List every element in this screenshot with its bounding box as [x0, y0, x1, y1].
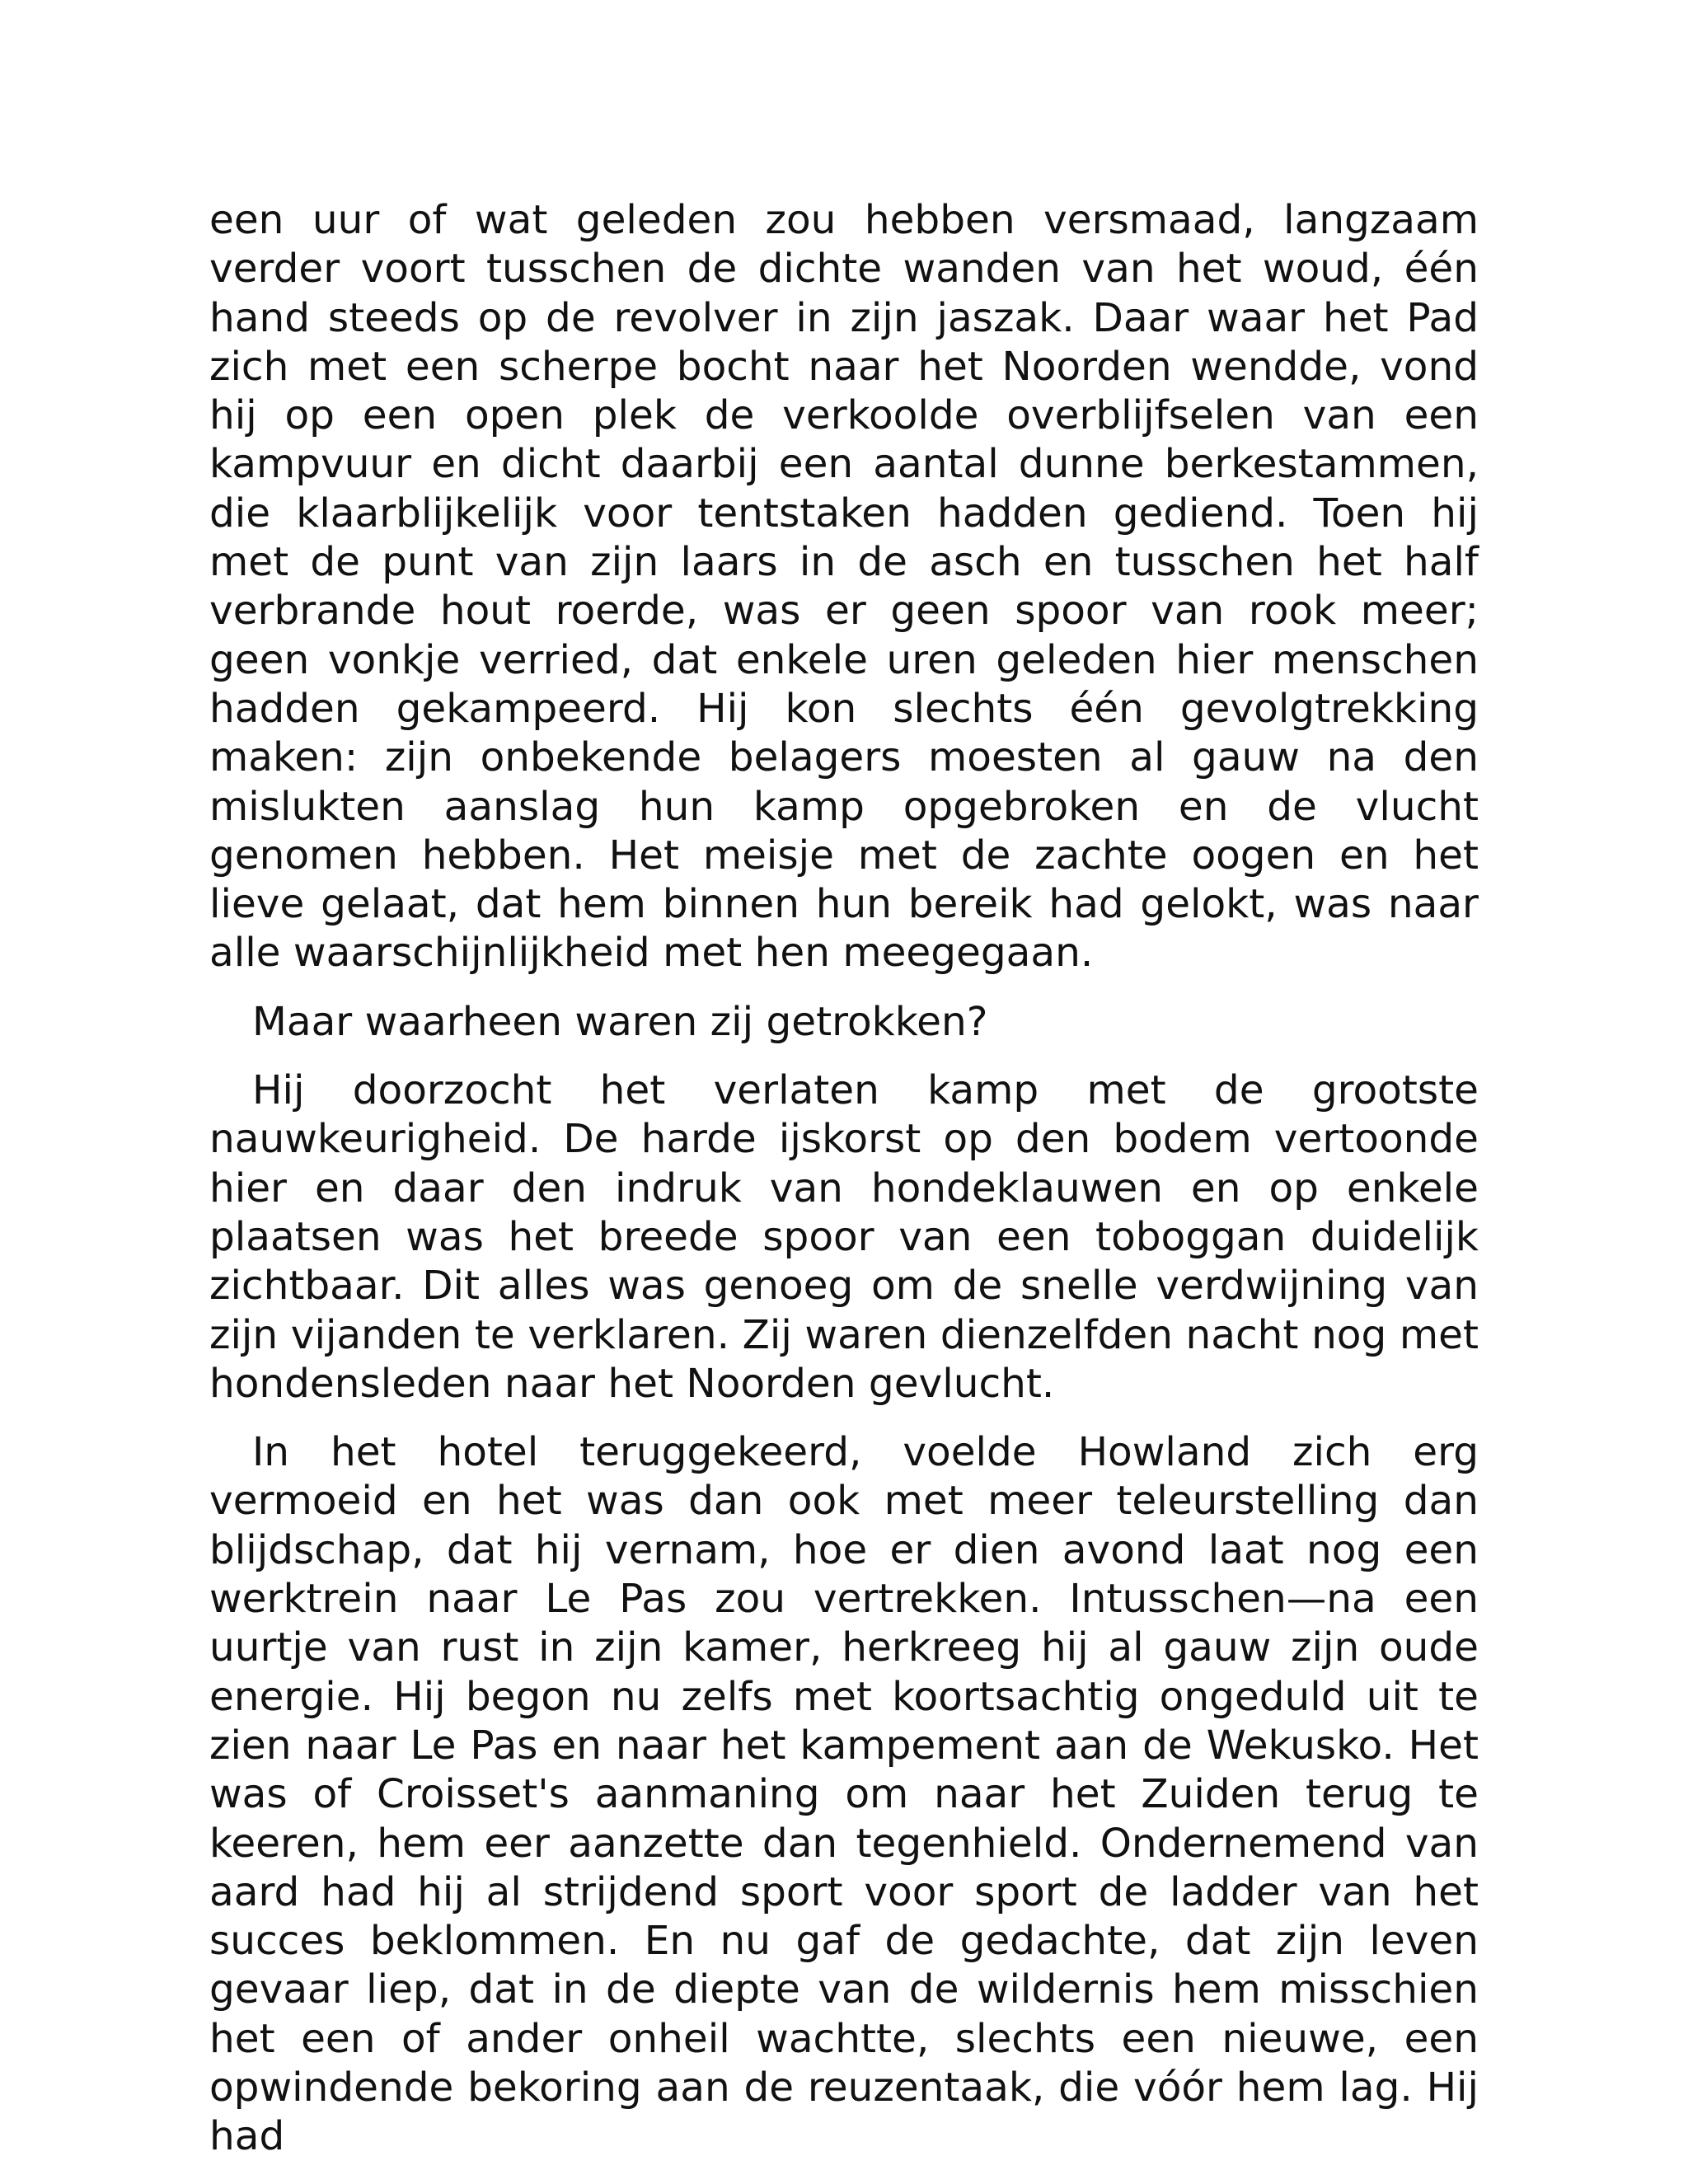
paragraph-camp-search: Hij doorzocht het verlaten kamp met de grootste nauwkeurigheid. De harde ijskorst op den bodem vertoonde hier en daar den indruk van hondeklauwen en op enkele plaatsen was het breede spoor van een toboggan duidelijk zichtbaar. Dit alles was genoeg om de snelle verdwijning van zijn vijanden te verklaren. Zij waren dienzelfden nacht nog met hondensleden naar het Noorden gevlucht.: [209, 1067, 1479, 1407]
paragraph-hotel-return: In het hotel teruggekeerd, voelde Howland zich erg vermoeid en het was dan ook met meer teleurstelling dan blijdschap, dat hij vernam, hoe er dien avond laat nog een werktrein naar Le Pas zou vertrekken. Intusschen—na een uurtje van rust in zijn kamer, herkreeg hij al gauw zijn oude energie. Hij begon nu zelfs met koortsachtig ongeduld uit te zien naar Le Pas en naar het kampement aan de Wekusko. Het was of Croisset's aanmaning om naar het Zuiden terug te keeren, hem eer aanzette dan tegenhield. Ondernemend van aard had hij al strijdend sport voor sport de ladder van het succes beklommen. En nu gaf de gedachte, dat zijn leven gevaar liep, dat in de diepte van de wildernis hem misschien het een of ander onheil wachtte, slechts een nieuwe, een opwindende bekoring aan de reuzentaak, die vóór hem lag. Hij had: [209, 1429, 1479, 2160]
paragraph-continued: een uur of wat geleden zou hebben versmaad, langzaam verder voort tusschen de dichte wanden van het woud, één hand steeds op de revolver in zijn jaszak. Daar waar het Pad zich met een scherpe bocht naar het Noorden wendde, vond hij op een open plek de verkoolde overblijfselen van een kampvuur en dicht daarbij een aantal dunne berkestammen, die klaarblijkelijk voor tentstaken hadden gediend. Toen hij met de punt van zijn laars in de asch en tusschen het half verbrande hout roerde, was er geen spoor van rook meer; geen vonkje verried, dat enkele uren geleden hier menschen hadden gekampeerd. Hij kon slechts één gevolgtrekking maken: zijn onbekende belagers moesten al gauw na den mislukten aanslag hun kamp opgebroken en de vlucht genomen hebben. Het meisje met de zachte oogen en het lieve gelaat, dat hem binnen hun bereik had gelokt, was naar alle waarschijnlijkheid met hen meegegaan.: [209, 197, 1479, 977]
book-page: [209, 196, 1479, 2162]
paragraph-question: Maar waarheen waren zij getrokken?: [252, 998, 988, 1045]
